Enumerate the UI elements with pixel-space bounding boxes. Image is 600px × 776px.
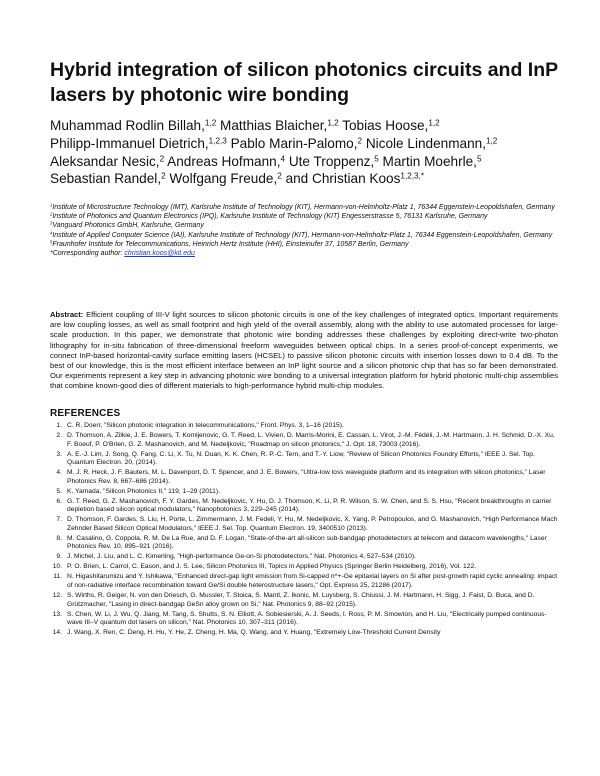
- affiliations: [50, 203, 570, 258]
- reference-item: 1. C. R. Doerr, "Silicon photonic integration in telecommunications," Front. Phys. 3, 1–16 (2015).: [56, 422, 344, 429]
- reference-item: 6. G. T. Reed, G. Z. Mashanovich, F. Y. Gardes, M. Nedeljkovic, Y. Hu, D. J. Thomson, K. Li, P. R. Wilson, S. W. Chen, and S. S. Hsu, "Recent breakthroughs in carrier depletion based silicon optical modulators," Nanophotonics 3, 229–245 (2014).: [56, 497, 552, 514]
- abstract-text: Efficient coupling of III-V light sources to silicon photonic circuits is one of the key challenges of integrated optics. Important requirements are low coupling losses, as well as small footprint and high yield of the overall assembly, along with the ability to use automated processes for large-scale production. In this paper, we demonstrate that photonic wire bonding addresses these challenges by exploiting direct-write two-photon lithography for in-situ fabrication of three-dimensional freeform waveguides between optical chips. In a series proof-of-concept experiments, we connect InP-based horizontal-cavity surface emitting lasers (HCSEL) to passive silicon photonic circuits with insertion losses down to 0.4 dB. To the best of our knowledge, this is the most efficient interface between an InP light source and a silicon photonic chip that has so far been demonstrated. Our experiments represent a key step in advancing photonic wire bonding to a universal integration platform for hybrid photonic multi-chip assemblies that combine known-good dies of different materials to high-performance hybrid multi-chip modules.: [50, 310, 558, 391]
- abstract: [50, 310, 558, 392]
- reference-item: 2. D. Thomson, A. Zilkie, J. E. Bowers, T. Komljenovic, G. T. Reed, L. Vivien, D. Marris-Morini, E. Cassan, L. Virot, J.-M. Fédéli, J.-M. Hartmann, J. H. Schmid, D.-X. Xu, F. Boeuf, P. O'Brien, G. Z. Mashanovich, and M. Nedeljkovic, "Roadmap on silicon photonics," J. Opt. 18, 73003 (2016).: [56, 431, 555, 448]
- author: Muhammad Rodlin Billah,$^{1,2}$: [50, 118, 217, 133]
- affiliation: $^2$Institute of Photonics and Quantum Electronics (IPQ), Karlsruhe Institute of Technology (KIT) Engesserstrasse 5, 76131 Karlsruhe, Germany: [50, 211, 488, 221]
- reference-list: [50, 422, 560, 639]
- author: Sebastian Randel,$^2$: [50, 171, 166, 187]
- reference-item: 9. J. Michel, J. Liu, and L. C. Kimerling, "High-performance Ge-on-Si photodetectors," Nat. Photonics 4, 527–534 (2010).: [56, 553, 416, 561]
- author: Philipp-Immanuel Dietrich,$^{1,2,3}$: [50, 135, 227, 151]
- reference-item: 14. J. Wang, X. Ren, C. Deng, H. Hu, Y. He, Z. Cheng, H. Ma, Q. Wang, and Y. Huang, "Extremely Low-Threshold Current Density: [52, 629, 441, 637]
- affiliation: $^4$Institute of Applied Computer Science (IAI), Karlsruhe Institute of Technology (KIT), Hermann-von-Helmholtz-Platz 1, 76344 Eggenstein-Leopoldshafen, Germany: [50, 230, 553, 239]
- reference-item: 8. M. Casalino, G. Coppola, R. M. De La Rue, and D. F. Logan, "State-of-the-art all-silicon sub-bandgap photodetectors at telecom and datacom wavelengths," Laser Photonics Rev. 10, 895–921 (2016).: [56, 534, 547, 551]
- author-list: [50, 117, 580, 188]
- affiliation: $^5$Fraunhofer Institute for Telecommunications, Heinrich Hertz Institute (HHI), Einsteinufer 37, 10587 Berlin, Germany: [50, 239, 409, 248]
- corresponding-email-link[interactable]: christian.koos@kit.edu: [124, 250, 195, 258]
- reference-item: 10. P. O. Brien, L. Carrol, C. Eason, and J. S. Lee, Silicon Photonics III, Topics in Applied Physics (Springer Berlin Heidelberg, 2016), Vol. 122.: [52, 563, 477, 571]
- references-heading: REFERENCES: [50, 408, 121, 419]
- author: Pablo Marin-Palomo,$^2$: [230, 135, 363, 151]
- author: Matthias Blaicher,$^{1,2}$: [220, 118, 339, 133]
- abstract-label: Abstract:: [50, 310, 84, 319]
- affiliation: $^3$Vanguard Photonics GmbH, Karlsruhe, Germany: [50, 221, 204, 230]
- reference-item: 4. M. J. R. Heck, J. F. Bauters, M. L. Davenport, D. T. Spencer, and J. E. Bowers, "Ultra-low loss waveguide platform and its integration with silicon photonics," Laser Photonics Rev. 8, 667–686 (2014).: [56, 469, 546, 485]
- author: Tobias Hoose,$^{1,2}$: [342, 118, 440, 133]
- author: Martin Moehrle,$^5$: [382, 153, 482, 169]
- reference-item: 11. N. Higashitarumizu and Y. Ishikawa, "Enhanced direct-gap light emission from Si-capped n^+-Ge epitaxial layers on Si after post-growth rapid cyclic annealing: impact of non-radiative interface recombination toward Ge/Si double heterostructure lasers," Opt. Express 25, 21286 (2017).: [53, 573, 558, 589]
- author: Wolfgang Freude,$^2$: [169, 171, 282, 187]
- author: Nicole Lindenmann,$^{1,2}$: [365, 135, 498, 151]
- reference-item: 7. D. Thomson, F. Gardes, S. Liu, H. Porte, L. Zimmermann, J. M. Fedeli, Y. Hu, M. Nedeljkovic, X. Yang, P. Petropoulos, and G. Mashanovich, "High Performance Mach Zehnder Based Silicon Optical Modulators," IEEE J. Sel. Top. Quantum Electron. 19, 3400510 (2013).: [56, 516, 558, 532]
- author: Aleksandar Nesic,$^2$: [50, 153, 165, 169]
- author: Ute Troppenz,$^5$: [288, 153, 379, 169]
- reference-item: 13. S. Chen, W. Li, J. Wu, Q. Jiang, M. Tang, S. Shutts, S. N. Elliott, A. Sobiesierski, A. J. Seeds, I. Ross, P. M. Smowton, and H. Liu, "Electrically pumped continuous-wave III–V quantum dot lasers on silicon," Nat. Photonics 10, 307–311 (2016).: [52, 610, 547, 627]
- corresponding-author: *Corresponding author: christian.koos@kit.edu: [50, 250, 195, 258]
- reference-item: 3. A. E.-J. Lim, J. Song, Q. Fang, C. Li, X. Tu, N. Duan, K. K. Chen, R. P.-C. Tern, and T.-Y. Liow, "Review of Silicon Photonics Foundry Efforts," IEEE J. Sel. Top. Quantum Electron. 20, (2014).: [56, 450, 535, 467]
- paper-title: Hybrid integration of silicon photonics circuits and InP lasers by photonic wire bonding: [50, 59, 558, 106]
- reference-item: 12. S. Wirths, R. Geiger, N. von den Driesch, G. Mussler, T. Stoica, S. Mantl, Z. Ikonic, M. Luysberg, S. Chiussi, J. M. Hartmann, H. Sigg, J. Faist, D. Buca, and D. Grützmacher, "Lasing in direct-bandgap GeSn alloy grown on Si," Nat. Photonics 9, 88–92 (2015).: [52, 591, 535, 608]
- reference-item: 5. K. Yamada, "Silicon Photonics II," 119, 1–29 (2011).: [56, 487, 220, 495]
- author: and Christian Koos$^{1,2,3,*}$: [285, 171, 425, 187]
- author: Andreas Hofmann,$^4$: [167, 153, 286, 169]
- affiliation: $^1$Institute of Microstructure Technology (IMT), Karlsruhe Institute of Technology (KIT), Hermann-von-Helmholtz-Platz 1, 76344 Eggenstein-Leopoldshafen, Germany: [50, 202, 555, 211]
